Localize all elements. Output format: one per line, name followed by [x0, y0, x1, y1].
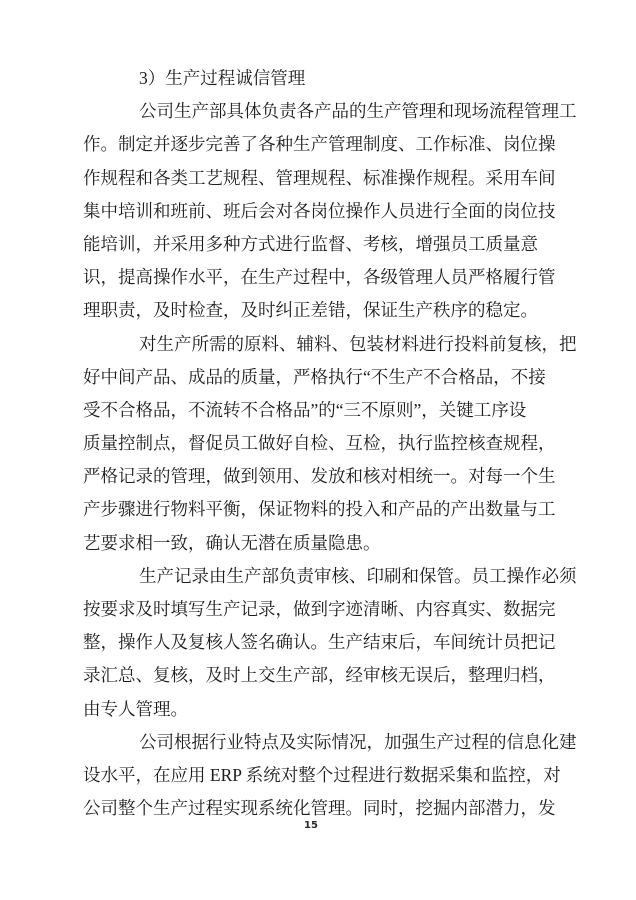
text-line: 由专人管理。: [83, 698, 188, 719]
paragraph-4: [83, 726, 583, 826]
section-heading: 3）生产过程诚信管理: [139, 68, 306, 88]
paragraph-2: [83, 328, 583, 560]
paragraph-3: [83, 560, 583, 726]
text-line: 公司根据行业特点及实际情况，加强生产过程的信息化建: [139, 731, 577, 752]
text-line: 公司整个生产过程实现系统化管理。同时，挖掘内部潜力，发: [83, 798, 556, 819]
text-line: 录汇总、复核，及时上交生产部，经审核无误后，整理归档，: [83, 665, 556, 686]
text-line: 识，提高操作水平，在生产过程中，各级管理人员严格履行管: [83, 267, 556, 288]
text-line: 作规程和各类工艺规程、管理规程、标准操作规程。采用车间: [83, 167, 556, 188]
text-line: 作。制定并逐步完善了各种生产管理制度、工作标准、岗位操: [83, 134, 556, 155]
text-line: 能培训，并采用多种方式进行监督、考核，增强员工质量意: [83, 233, 538, 254]
text-line: 集中培训和班前、班后会对各岗位操作人员进行全面的岗位技: [83, 200, 556, 221]
paragraph-1: [83, 95, 583, 327]
document-body: [83, 62, 583, 825]
text-line: 好中间产品、成品的质量，严格执行“不生产不合格品，不接: [83, 366, 546, 387]
text-line: 按要求及时填写生产记录，做到字迹清晰、内容真实、数据完: [83, 599, 556, 619]
text-line: 产步骤进行物料平衡，保证物料的投入和产品的产出数量与工: [83, 499, 556, 520]
text-line: 对生产所需的原料、辅料、包装材料进行投料前复核，把: [139, 333, 577, 354]
text-line: 整，操作人及复核人签名确认。生产结束后，车间统计员把记: [83, 632, 556, 653]
text-line: 生产记录由生产部负责审核、印刷和保管。员工操作必须: [139, 565, 577, 586]
page-number: 15: [304, 820, 318, 831]
text-line: 质量控制点，督促员工做好自检、互检，执行监控核查规程，: [83, 433, 556, 454]
text-line: 严格记录的管理，做到领用、发放和核对相统一。对每一个生: [83, 466, 556, 487]
text-line: 公司生产部具体负责各产品的生产管理和现场流程管理工: [139, 101, 577, 122]
text-line: 受不合格品，不流转不合格品”的“三不原则”，关键工序设: [83, 399, 527, 420]
text-line: 理职责，及时检查，及时纠正差错，保证生产秩序的稳定。: [83, 300, 538, 321]
text-line: 艺要求相一致，确认无潜在质量隐患。: [83, 532, 381, 553]
text-line: 设水平，在应用 ERP 系统对整个过程进行数据采集和监控，对: [83, 764, 561, 785]
